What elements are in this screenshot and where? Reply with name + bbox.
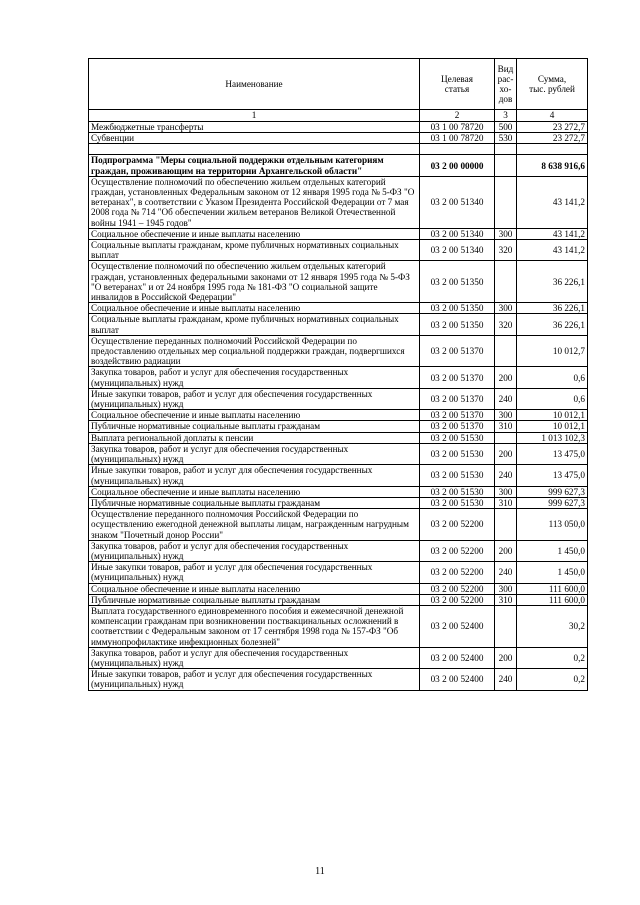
row-sum: 111 600,0 <box>517 594 588 605</box>
row-sum: 13 475,0 <box>517 465 588 486</box>
table-row <box>89 509 588 541</box>
row-code: 03 2 00 51370 <box>420 367 495 388</box>
table-row <box>89 261 588 303</box>
row-sum: 113 050,0 <box>517 509 588 541</box>
row-sum: 0,6 <box>517 388 588 409</box>
row-name: Закупка товаров, работ и услуг для обеспечения государственных (муниципальных) нужд <box>89 540 420 561</box>
row-sum: 43 141,2 <box>517 240 588 261</box>
row-sum: 0,2 <box>517 647 588 668</box>
table-row <box>89 388 588 409</box>
budget-page <box>88 58 587 691</box>
row-code: 03 2 00 51530 <box>420 486 495 497</box>
table-row <box>89 562 588 583</box>
row-name: Выплата региональной доплаты к пенсии <box>89 432 420 443</box>
row-sum: 36 226,1 <box>517 314 588 335</box>
row-type: 200 <box>495 647 517 668</box>
row-code: 03 1 00 78720 <box>420 133 495 144</box>
table-row <box>89 133 588 144</box>
row-sum: 999 627,3 <box>517 497 588 508</box>
table-row <box>89 122 588 133</box>
row-name: Закупка товаров, работ и услуг для обеспечения государственных (муниципальных) нужд <box>89 647 420 668</box>
row-code: 03 1 00 78720 <box>420 122 495 133</box>
row-sum: 36 226,1 <box>517 261 588 303</box>
row-name: Закупка товаров, работ и услуг для обеспечения государственных (муниципальных) нужд <box>89 367 420 388</box>
row-name: Иные закупки товаров, работ и услуг для обеспечения государственных (муниципальных) нужд <box>89 388 420 409</box>
row-sum: 13 475,0 <box>517 443 588 464</box>
row-type <box>495 155 517 176</box>
table-row <box>89 432 588 443</box>
row-sum: 0,2 <box>517 669 588 690</box>
table-row <box>89 367 588 388</box>
row-type <box>495 335 517 367</box>
row-sum: 43 141,2 <box>517 176 588 228</box>
row-code: 03 2 00 51350 <box>420 261 495 303</box>
row-type: 310 <box>495 594 517 605</box>
row-code: 03 2 00 51350 <box>420 303 495 314</box>
row-code: 03 2 00 52200 <box>420 583 495 594</box>
row-type: 300 <box>495 410 517 421</box>
row-type: 310 <box>495 497 517 508</box>
row-code: 03 2 00 51340 <box>420 176 495 228</box>
row-code: 03 2 00 52400 <box>420 669 495 690</box>
row-type <box>495 605 517 647</box>
table-row <box>89 314 588 335</box>
table-row <box>89 443 588 464</box>
row-name: Иные закупки товаров, работ и услуг для обеспечения государственных (муниципальных) нужд <box>89 562 420 583</box>
row-name: Социальное обеспечение и иные выплаты населению <box>89 583 420 594</box>
budget-table <box>88 58 588 691</box>
row-code: 03 2 00 51530 <box>420 443 495 464</box>
row-code: 03 2 00 51340 <box>420 228 495 239</box>
row-code: 03 2 00 51370 <box>420 388 495 409</box>
header-type: Вид рас- хо- дов <box>495 59 517 110</box>
table-row <box>89 465 588 486</box>
row-name: Иные закупки товаров, работ и услуг для обеспечения государственных (муниципальных) нужд <box>89 669 420 690</box>
row-sum: 999 627,3 <box>517 486 588 497</box>
row-code: 03 2 00 51350 <box>420 314 495 335</box>
header-name: Наименование <box>89 59 420 110</box>
row-type: 240 <box>495 388 517 409</box>
table-row <box>89 605 588 647</box>
row-code: 03 2 00 52200 <box>420 509 495 541</box>
row-name: Иные закупки товаров, работ и услуг для обеспечения государственных (муниципальных) нужд <box>89 465 420 486</box>
row-sum: 10 012,1 <box>517 410 588 421</box>
row-code: 03 2 00 52200 <box>420 540 495 561</box>
row-sum: 30,2 <box>517 605 588 647</box>
row-code: 03 2 00 51370 <box>420 335 495 367</box>
row-name: Социальные выплаты гражданам, кроме публичных нормативных социальных выплат <box>89 240 420 261</box>
table-row <box>89 421 588 432</box>
row-sum: 10 012,7 <box>517 335 588 367</box>
row-name: Межбюджетные трансферты <box>89 122 420 133</box>
table-row <box>89 240 588 261</box>
row-type: 310 <box>495 421 517 432</box>
table-row <box>89 669 588 690</box>
row-type <box>495 176 517 228</box>
table-header-row <box>89 59 588 110</box>
row-name: Публичные нормативные социальные выплаты гражданам <box>89 497 420 508</box>
row-code: 03 2 00 52400 <box>420 605 495 647</box>
column-index-row <box>89 110 588 122</box>
table-row <box>89 410 588 421</box>
row-name: Осуществление переданного полномочия Российской Федерации по осуществлению ежегодной денежной выплаты лицам, награжденным нагрудным знаком "Почетный донор России" <box>89 509 420 541</box>
row-name: Социальные выплаты гражданам, кроме публичных нормативных социальных выплат <box>89 314 420 335</box>
row-type: 300 <box>495 486 517 497</box>
column-index: 2 <box>420 110 495 122</box>
spacer-row <box>89 144 588 155</box>
row-type <box>495 261 517 303</box>
row-code: 03 2 00 51340 <box>420 240 495 261</box>
table-row <box>89 335 588 367</box>
row-type: 240 <box>495 562 517 583</box>
row-name: Публичные нормативные социальные выплаты гражданам <box>89 594 420 605</box>
row-type: 240 <box>495 465 517 486</box>
row-sum: 111 600,0 <box>517 583 588 594</box>
row-code: 03 2 00 51370 <box>420 410 495 421</box>
row-type: 530 <box>495 133 517 144</box>
column-index: 1 <box>89 110 420 122</box>
row-name: Осуществление переданных полномочий Российской Федерации по предоставлению отдельных мер социальной поддержки граждан, подвергшихся воздействию радиации <box>89 335 420 367</box>
row-type <box>495 509 517 541</box>
row-sum: 23 272,7 <box>517 122 588 133</box>
row-sum: 43 141,2 <box>517 228 588 239</box>
row-sum: 1 450,0 <box>517 540 588 561</box>
column-index: 4 <box>517 110 588 122</box>
row-type: 200 <box>495 367 517 388</box>
row-code: 03 2 00 51530 <box>420 432 495 443</box>
row-sum: 36 226,1 <box>517 303 588 314</box>
row-name: Публичные нормативные социальные выплаты гражданам <box>89 421 420 432</box>
row-type: 300 <box>495 228 517 239</box>
table-row <box>89 647 588 668</box>
row-name: Социальное обеспечение и иные выплаты населению <box>89 303 420 314</box>
row-name: Выплата государственного единовременного пособия и ежемесячной денежной компенсации гражданам при возникновении поствакцинальных осложнений в соответствии с Федеральным законом от 17 сентября 1998 года № 157-ФЗ "Об иммунопрофилактике инфекционных болезней" <box>89 605 420 647</box>
row-type: 320 <box>495 240 517 261</box>
row-name: Субвенции <box>89 133 420 144</box>
row-name: Закупка товаров, работ и услуг для обеспечения государственных (муниципальных) нужд <box>89 443 420 464</box>
row-type <box>495 432 517 443</box>
row-name: Осуществление полномочий по обеспечению жильем отдельных категорий граждан, установленных Федеральным законом от 12 января 1995 года № 5-ФЗ "О ветеранах", в соответствии с Указом Президента Российской Федерации от 7 мая 2008 года № 714 "Об обеспечении жильем ветеранов Великой Отечественной войны 1941 – 1945 годов" <box>89 176 420 228</box>
row-code: 03 2 00 51530 <box>420 465 495 486</box>
row-sum: 10 012,1 <box>517 421 588 432</box>
row-code: 03 2 00 52400 <box>420 647 495 668</box>
row-sum: 8 638 916,6 <box>517 155 588 176</box>
header-code: Целевая статья <box>420 59 495 110</box>
row-name: Социальное обеспечение и иные выплаты населению <box>89 228 420 239</box>
header-sum: Сумма, тыс. рублей <box>517 59 588 110</box>
row-code: 03 2 00 51530 <box>420 497 495 508</box>
row-type: 300 <box>495 583 517 594</box>
table-row <box>89 583 588 594</box>
row-sum: 0,6 <box>517 367 588 388</box>
row-name: Осуществление полномочий по обеспечению жильем отдельных категорий граждан, установленных федеральными законами от 12 января 1995 года № 5-ФЗ "О ветеранах" и от 24 ноября 1995 года № 181-ФЗ "О социальной защите инвалидов в Российской Федерации" <box>89 261 420 303</box>
row-type: 200 <box>495 540 517 561</box>
table-row <box>89 497 588 508</box>
table-row <box>89 303 588 314</box>
row-name: Социальное обеспечение и иные выплаты населению <box>89 410 420 421</box>
table-row <box>89 540 588 561</box>
row-sum: 1 013 102,3 <box>517 432 588 443</box>
row-type: 300 <box>495 303 517 314</box>
table-row <box>89 594 588 605</box>
row-name: Социальное обеспечение и иные выплаты населению <box>89 486 420 497</box>
subprogram-row <box>89 155 588 176</box>
row-type: 240 <box>495 669 517 690</box>
page-number: 11 <box>315 866 325 877</box>
row-code: 03 2 00 52200 <box>420 562 495 583</box>
table-row <box>89 176 588 228</box>
table-row <box>89 486 588 497</box>
row-code: 03 2 00 52200 <box>420 594 495 605</box>
row-sum: 1 450,0 <box>517 562 588 583</box>
row-code: 03 2 00 51370 <box>420 421 495 432</box>
row-type: 200 <box>495 443 517 464</box>
table-row <box>89 228 588 239</box>
row-name: Подпрограмма "Меры социальной поддержки отдельным категориям граждан, проживающим на территории Архангельской области" <box>89 155 420 176</box>
row-type: 320 <box>495 314 517 335</box>
row-sum: 23 272,7 <box>517 133 588 144</box>
column-index: 3 <box>495 110 517 122</box>
row-code: 03 2 00 00000 <box>420 155 495 176</box>
row-type: 500 <box>495 122 517 133</box>
